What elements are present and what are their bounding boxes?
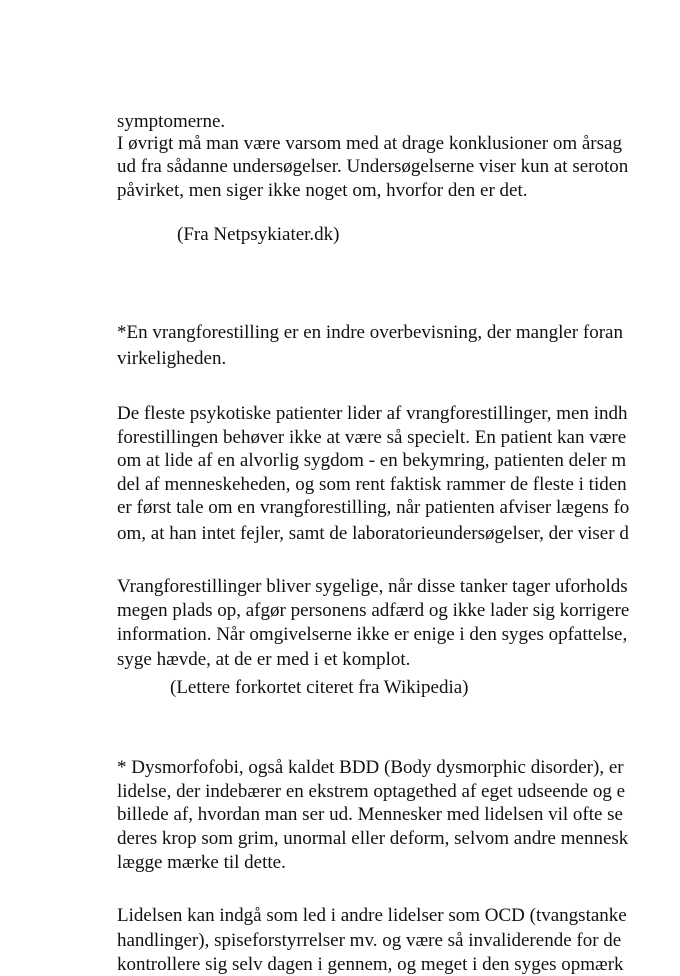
para5-line-3: billede af, hvordan man ser ud. Mennesker med lidelsen vil ofte se bbox=[117, 804, 623, 825]
para3-line-5: er først tale om en vrangforestilling, når patienten afviser lægens fo bbox=[117, 497, 630, 518]
para5-line-2: lidelse, der indebærer en ekstrem optagethed af eget udseende og e bbox=[117, 781, 626, 802]
para5-line-4: deres krop som grim, unormal eller deform, selvom andre mennesk bbox=[117, 828, 629, 849]
para4-line-2: megen plads op, afgør personens adfærd og ikke lader sig korrigere bbox=[117, 600, 630, 621]
para5-line-1: * Dysmorfofobi, også kaldet BDD (Body dysmorphic disorder), er bbox=[117, 757, 624, 778]
para6-line-3: kontrollere sig selv dagen i gennem, og meget i den syges opmærk bbox=[117, 954, 624, 975]
para6-line-1: Lidelsen kan indgå som led i andre lidelser som OCD (tvangstanke bbox=[117, 905, 627, 926]
para3-line-2: forestillingen behøver ikke at være så specielt. En patient kan være bbox=[117, 427, 627, 448]
para1-line-1: symptomerne. bbox=[117, 111, 226, 132]
source-citation-netpsykiater: (Fra Netpsykiater.dk) bbox=[177, 224, 340, 245]
para5-line-5: lægge mærke til dette. bbox=[117, 852, 286, 873]
para3-line-1: De fleste psykotiske patienter lider af vrangforestillinger, men indh bbox=[117, 403, 628, 424]
source-citation-wikipedia: (Lettere forkortet citeret fra Wikipedia) bbox=[170, 677, 469, 698]
para4-line-1: Vrangforestillinger bliver sygelige, når disse tanker tager uforholds bbox=[117, 576, 628, 597]
para1-line-2: I øvrigt må man være varsom med at drage konklusioner om årsag bbox=[117, 133, 622, 154]
para3-line-6: om, at han intet fejler, samt de laboratorieundersøgelser, der viser d bbox=[117, 523, 629, 544]
para6-line-2: handlinger), spiseforstyrrelser mv. og være så invaliderende for de bbox=[117, 930, 622, 951]
para2-line-2: virkeligheden. bbox=[117, 348, 227, 369]
para3-line-4: del af menneskeheden, og som rent faktisk rammer de fleste i tiden bbox=[117, 474, 627, 495]
para4-line-4: syge hævde, at de er med i et komplot. bbox=[117, 649, 411, 670]
para3-line-3: om at lide af en alvorlig sygdom - en bekymring, patienten deler m bbox=[117, 450, 627, 471]
para4-line-3: information. Når omgivelserne ikke er enige i den syges opfattelse, bbox=[117, 624, 628, 645]
para1-line-4: påvirket, men siger ikke noget om, hvorfor den er det. bbox=[117, 180, 528, 201]
para1-line-3: ud fra sådanne undersøgelser. Undersøgelserne viser kun at seroton bbox=[117, 156, 629, 177]
para2-line-1: *En vrangforestilling er en indre overbevisning, der mangler foran bbox=[117, 322, 623, 343]
